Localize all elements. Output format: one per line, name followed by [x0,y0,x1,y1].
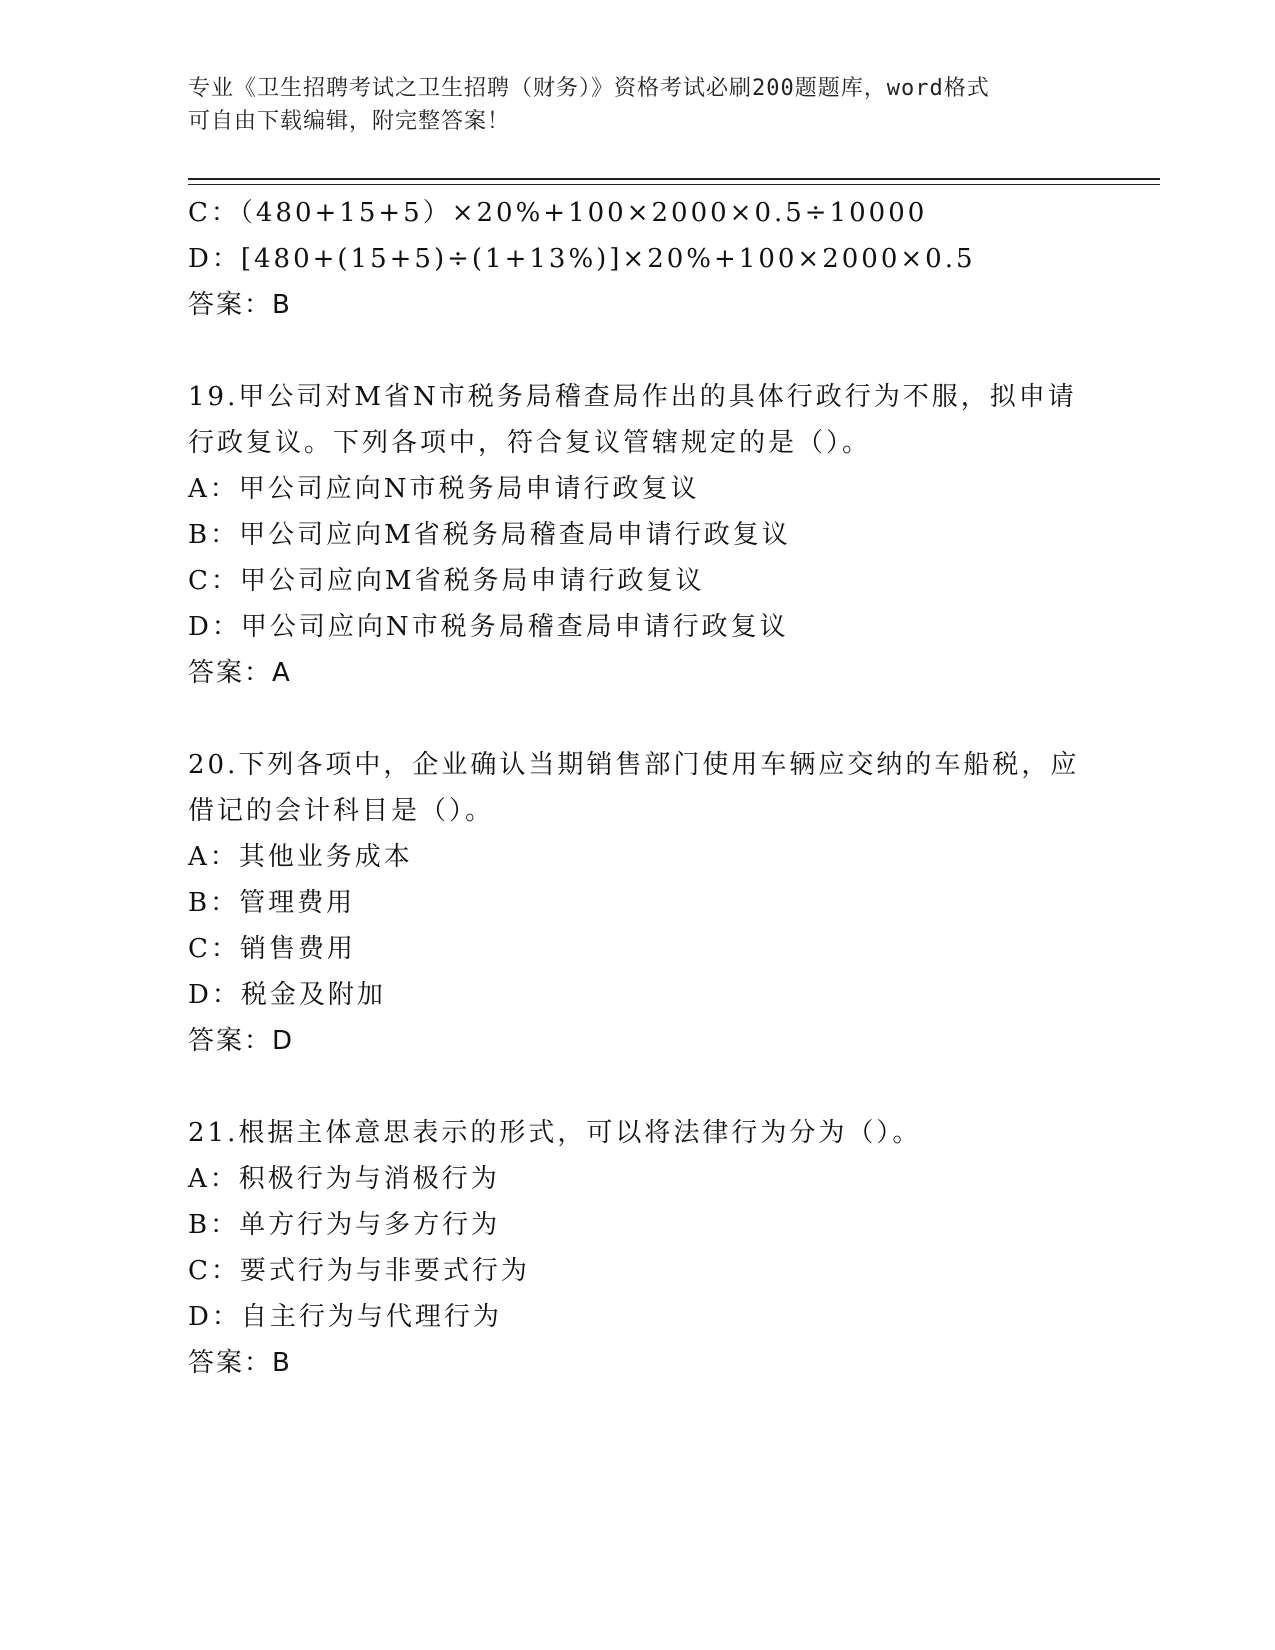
question-20 [188,742,1088,1064]
answer-line: 答案：A [188,658,292,688]
document-header [188,72,1088,138]
option-c: C：甲公司应向M省税务局申请行政复议 [188,566,705,596]
answer-line: 答案：B [188,1348,292,1378]
header-divider-thick [188,178,1160,180]
question-stem-line: 19.甲公司对M省N市税务局稽查局作出的具体行政行为不服，拟申请 [188,382,1077,412]
question-stem-line: 21.根据主体意思表示的形式，可以将法律行为分为（）。 [188,1118,922,1148]
option-d: D：甲公司应向N市税务局稽查局申请行政复议 [188,612,789,642]
question-stem-line: 行政复议。下列各项中，符合复议管辖规定的是（）。 [188,428,872,458]
option-b: B：单方行为与多方行为 [188,1210,501,1240]
continued-question [188,190,1088,328]
header-line-2: 可自由下载编辑，附完整答案！ [188,109,511,134]
header-line-1: 专业《卫生招聘考试之卫生招聘（财务）》资格考试必刷200题题库，word格式 [188,76,990,101]
option-b: B：甲公司应向M省税务局稽查局申请行政复议 [188,520,791,550]
question-21 [188,1110,1088,1386]
option-d: D：自主行为与代理行为 [188,1302,502,1332]
question-19 [188,374,1088,696]
answer-line: 答案：B [188,290,292,320]
option-d: D：税金及附加 [188,980,386,1010]
option-c: C：要式行为与非要式行为 [188,1256,530,1286]
answer-line: 答案：D [188,1026,295,1056]
option-d: D：[480+(15+5)÷(1+13%)]×20%+100×2000×0.5 [188,244,976,274]
header-divider-thin [188,184,1160,185]
option-b: B：管理费用 [188,888,356,918]
option-a: A：其他业务成本 [188,842,413,872]
option-a: A：积极行为与消极行为 [188,1164,500,1194]
option-c: C：销售费用 [188,934,356,964]
question-stem-line: 20.下列各项中，企业确认当期销售部门使用车辆应交纳的车船税，应 [188,750,1080,780]
question-content [188,190,1088,1386]
question-stem-line: 借记的会计科目是（）。 [188,796,495,826]
option-a: A：甲公司应向N市税务局申请行政复议 [188,474,700,504]
option-c: C：（480+15+5）×20%+100×2000×0.5÷10000 [188,198,928,228]
